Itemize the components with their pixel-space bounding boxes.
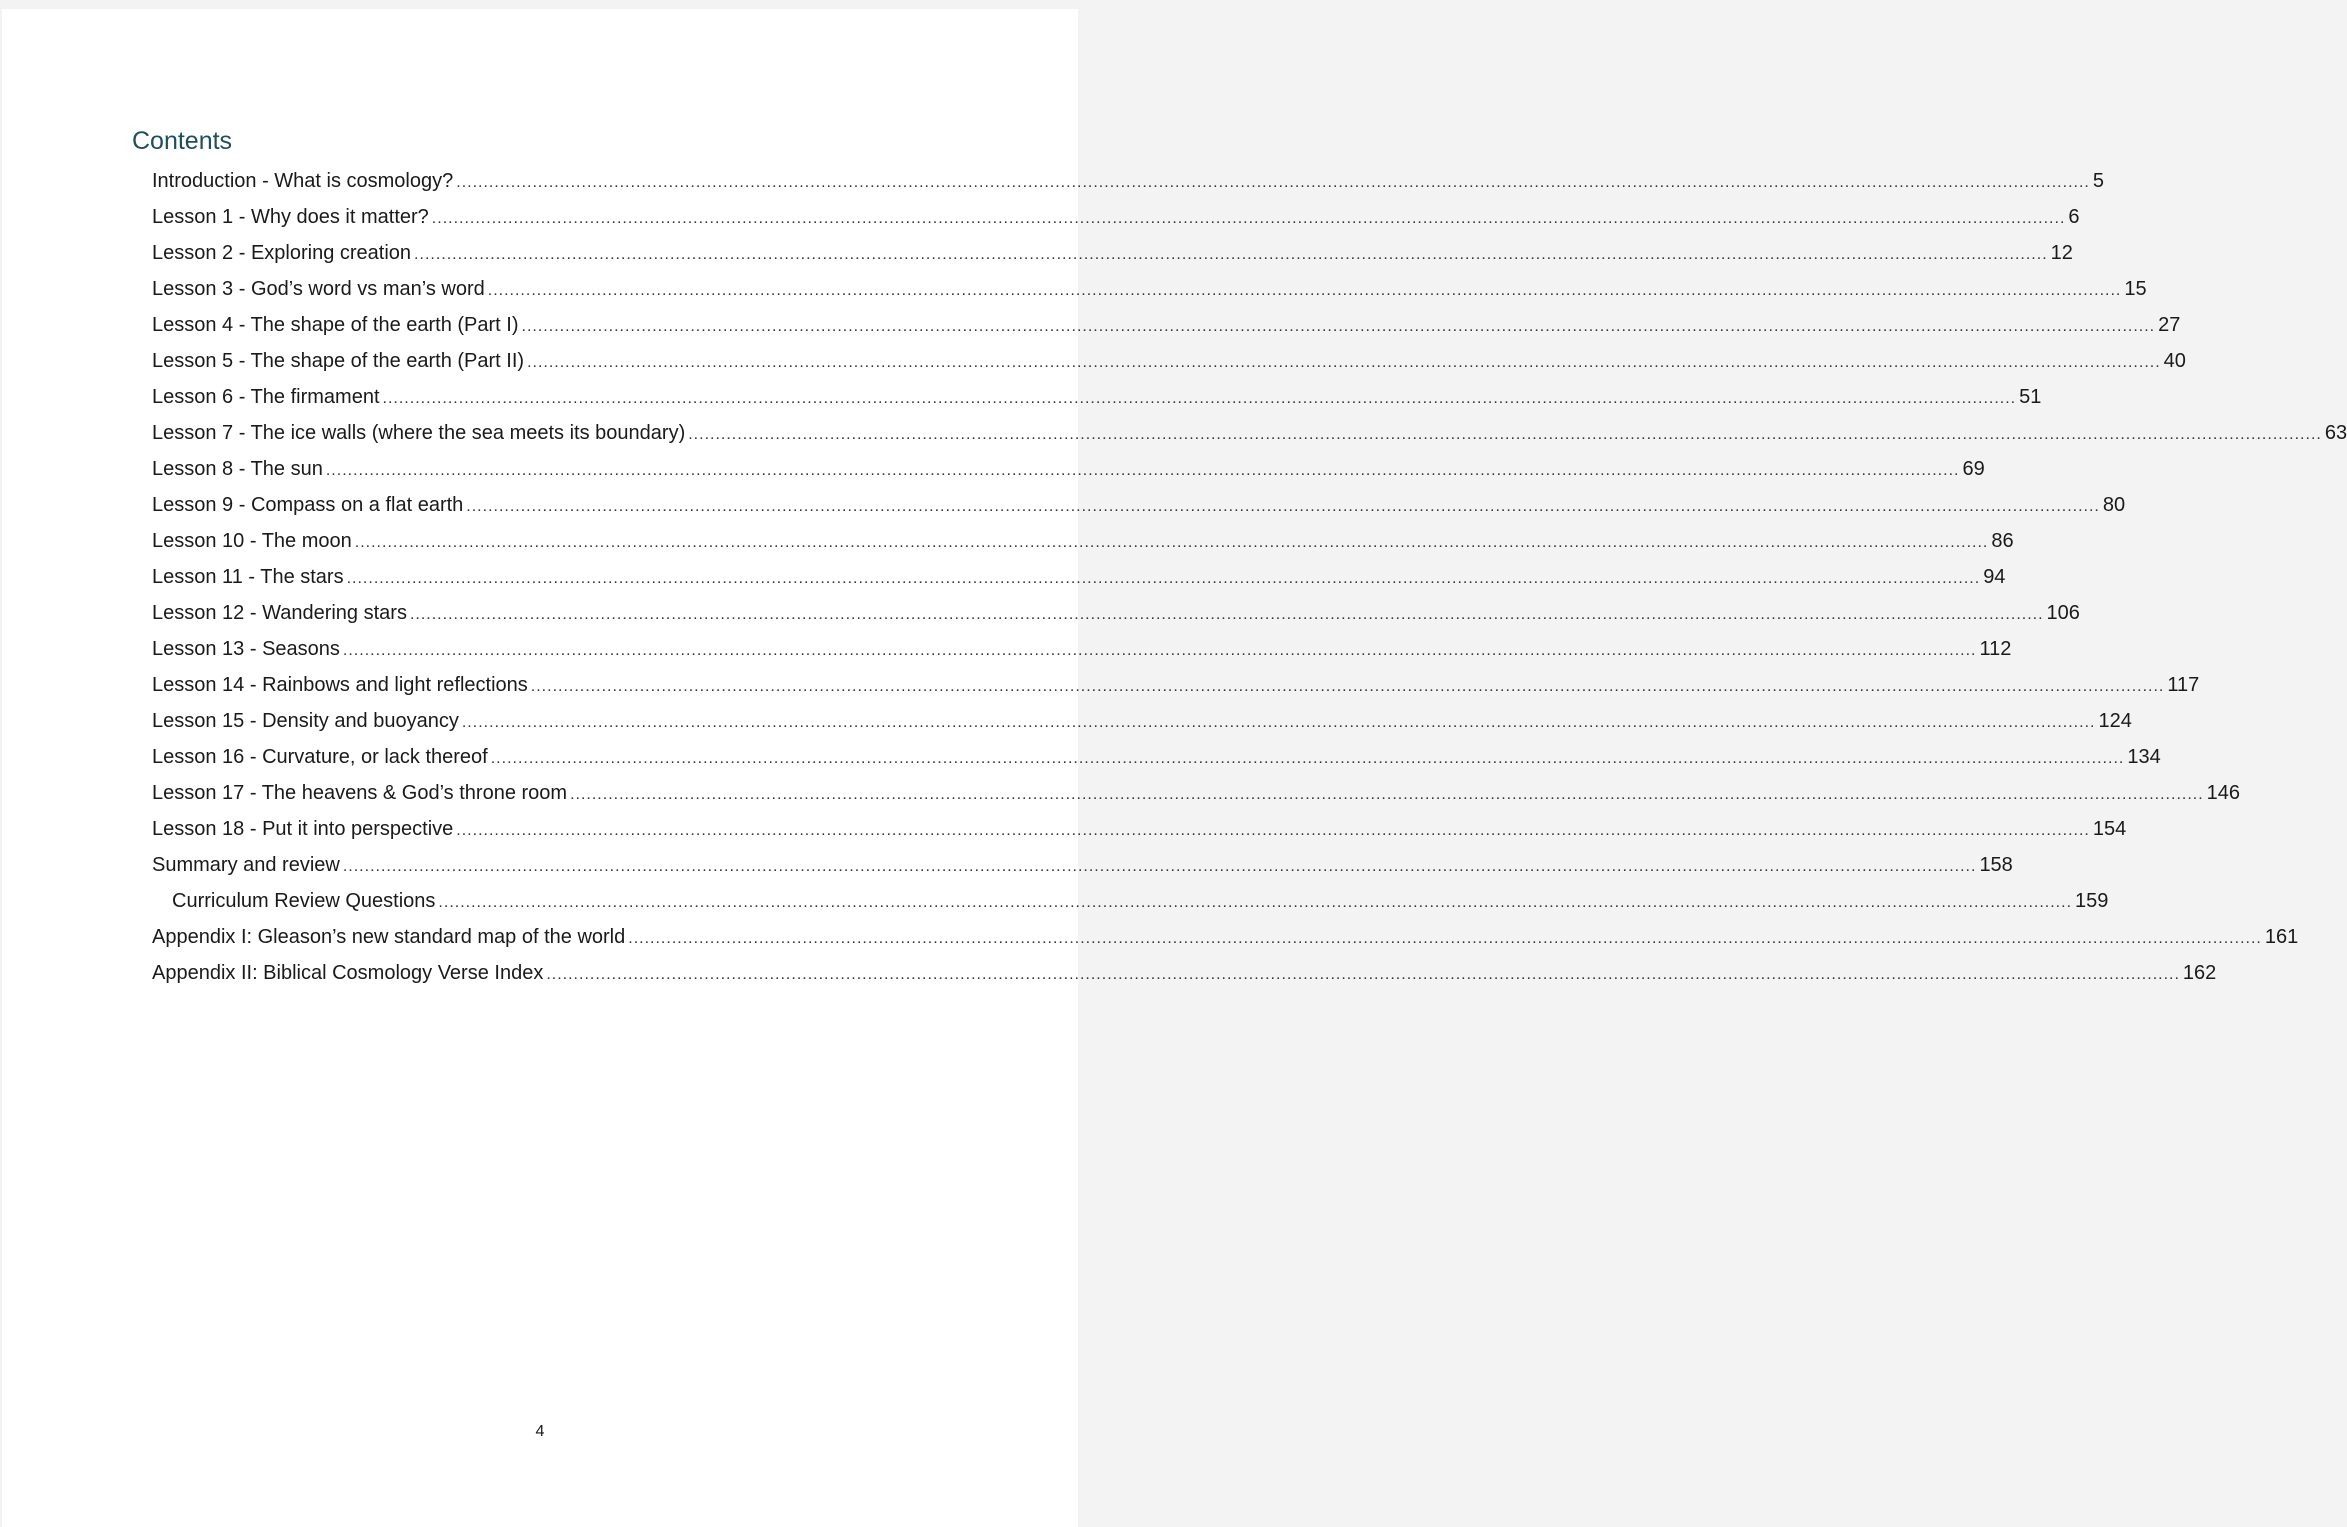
toc-entry[interactable]: [152, 343, 2186, 379]
document-page: [2, 9, 2347, 1527]
toc-entry[interactable]: [152, 667, 2200, 703]
dot-leader: ............................................................................................................................................................................................................................................................................................................: [570, 786, 2204, 803]
toc-entry-page: 51: [2019, 386, 2042, 408]
toc-entry-title: Lesson 1 - Why does it matter?: [152, 206, 429, 228]
toc-entry-title: Lesson 17 - The heavens & God’s throne room: [152, 782, 568, 804]
dot-leader: ............................................................................................................................................................................................................................................................................................................: [325, 462, 1960, 479]
toc-entry-page: 6: [2068, 206, 2080, 228]
toc-entry-title: Summary and review: [152, 854, 340, 876]
toc-entry-page: 80: [2102, 494, 2126, 516]
toc-entry-title: Appendix II: Biblical Cosmology Verse Index: [152, 962, 544, 984]
toc-entry-title: Lesson 3 - God’s word vs man’s word: [152, 278, 485, 300]
toc-entry-title: Lesson 16 - Curvature, or lack thereof: [152, 746, 488, 768]
toc-entry-title: Lesson 13 - Seasons: [152, 638, 340, 660]
toc-entry[interactable]: [152, 775, 2241, 811]
toc-entry[interactable]: [152, 703, 2132, 739]
toc-entry-page: 106: [2046, 602, 2080, 624]
toc-entry-page: 124: [2098, 710, 2132, 732]
toc-entry-title: Lesson 11 - The stars: [152, 566, 344, 588]
dot-leader: ............................................................................................................................................................................................................................................................................................................: [431, 210, 2066, 227]
dot-leader: ............................................................................................................................................................................................................................................................................................................: [456, 174, 2090, 191]
toc-entry-title: Lesson 12 - Wandering stars: [152, 602, 407, 624]
toc-entry-title: Introduction - What is cosmology?: [152, 170, 454, 192]
toc-entry-title: Lesson 9 - Compass on a flat earth: [152, 494, 464, 516]
toc-entry[interactable]: [152, 523, 2014, 559]
toc-entry-page: 69: [1962, 458, 1985, 480]
toc-entry-page: 40: [2163, 350, 2186, 372]
toc-entry[interactable]: [152, 199, 2080, 235]
contents-heading: Contents: [132, 127, 233, 155]
toc-entry[interactable]: [152, 955, 2217, 991]
toc-entry-page: 5: [2092, 170, 2104, 192]
dot-leader: ............................................................................................................................................................................................................................................................................................................: [546, 966, 2180, 983]
dot-leader: ............................................................................................................................................................................................................................................................................................................: [490, 750, 2125, 767]
toc-entry-page: 94: [1983, 566, 2006, 588]
toc-entry[interactable]: [152, 883, 2109, 919]
dot-leader: ............................................................................................................................................................................................................................................................................................................: [409, 606, 2044, 623]
toc-list: [152, 163, 2347, 991]
dot-leader: ............................................................................................................................................................................................................................................................................................................: [346, 570, 1981, 587]
toc-entry[interactable]: [152, 595, 2080, 631]
dot-leader: ............................................................................................................................................................................................................................................................................................................: [342, 642, 1977, 659]
toc-entry-page: 159: [2075, 890, 2109, 912]
dot-leader: ............................................................................................................................................................................................................................................................................................................: [461, 714, 2096, 731]
toc-entry-page: 134: [2127, 746, 2161, 768]
toc-entry-title: Lesson 14 - Rainbows and light reflections: [152, 674, 528, 696]
toc-entry-page: 27: [2158, 314, 2181, 336]
dot-leader: ............................................................................................................................................................................................................................................................................................................: [521, 318, 2156, 335]
dot-leader: ............................................................................................................................................................................................................................................................................................................: [487, 282, 2122, 299]
toc-entry[interactable]: [152, 235, 2073, 271]
dot-leader: ............................................................................................................................................................................................................................................................................................................: [456, 822, 2090, 839]
toc-entry-title: Lesson 7 - The ice walls (where the sea meets its boundary): [152, 422, 686, 444]
dot-leader: ............................................................................................................................................................................................................................................................................................................: [354, 534, 1989, 551]
toc-entry[interactable]: [152, 271, 2147, 307]
toc-entry-page: 63: [2324, 422, 2347, 444]
toc-entry[interactable]: [152, 487, 2126, 523]
toc-entry-page: 86: [1991, 530, 2014, 552]
toc-entry-title: Appendix I: Gleason’s new standard map of the world: [152, 926, 626, 948]
toc-entry-title: Lesson 4 - The shape of the earth (Part I): [152, 314, 519, 336]
toc-entry-title: Lesson 5 - The shape of the earth (Part II): [152, 350, 525, 372]
toc-entry-title: Lesson 10 - The moon: [152, 530, 352, 552]
toc-entry[interactable]: [152, 739, 2161, 775]
toc-entry[interactable]: [152, 811, 2127, 847]
toc-entry-title: Curriculum Review Questions: [172, 890, 436, 912]
toc-entry[interactable]: [152, 451, 1985, 487]
toc-entry-title: Lesson 2 - Exploring creation: [152, 242, 412, 264]
toc-entry-page: 117: [2167, 674, 2200, 696]
toc-entry[interactable]: [152, 559, 2006, 595]
toc-entry-title: Lesson 15 - Density and buoyancy: [152, 710, 459, 732]
toc-entry-page: 112: [1979, 638, 2012, 660]
toc-entry[interactable]: [152, 919, 2299, 955]
toc-entry-title: Lesson 18 - Put it into perspective: [152, 818, 454, 840]
toc-entry-page: 15: [2124, 278, 2147, 300]
dot-leader: ............................................................................................................................................................................................................................................................................................................: [382, 390, 2017, 407]
dot-leader: ............................................................................................................................................................................................................................................................................................................: [527, 354, 2161, 371]
toc-entry[interactable]: [152, 631, 2012, 667]
toc-entry[interactable]: [152, 379, 2042, 415]
toc-entry-title: Lesson 8 - The sun: [152, 458, 323, 480]
page-number: 4: [535, 1423, 545, 1440]
toc-entry-page: 146: [2206, 782, 2241, 804]
dot-leader: ............................................................................................................................................................................................................................................................................................................: [466, 498, 2100, 515]
toc-entry-page: 162: [2182, 962, 2217, 984]
toc-entry[interactable]: [152, 307, 2181, 343]
dot-leader: ............................................................................................................................................................................................................................................................................................................: [530, 678, 2165, 695]
toc-entry[interactable]: [152, 163, 2104, 199]
dot-leader: ............................................................................................................................................................................................................................................................................................................: [628, 930, 2262, 947]
toc-entry-page: 158: [1979, 854, 2013, 876]
dot-leader: ............................................................................................................................................................................................................................................................................................................: [688, 426, 2322, 443]
toc-entry-page: 12: [2050, 242, 2073, 264]
toc-entry-page: 154: [2092, 818, 2127, 840]
dot-leader: ............................................................................................................................................................................................................................................................................................................: [342, 858, 1977, 875]
toc-entry[interactable]: [152, 847, 2013, 883]
dot-leader: ............................................................................................................................................................................................................................................................................................................: [438, 894, 2073, 911]
toc-entry-page: 161: [2264, 926, 2299, 948]
dot-leader: ............................................................................................................................................................................................................................................................................................................: [414, 246, 2048, 263]
toc-entry-title: Lesson 6 - The firmament: [152, 386, 380, 408]
toc-entry[interactable]: [152, 415, 2347, 451]
